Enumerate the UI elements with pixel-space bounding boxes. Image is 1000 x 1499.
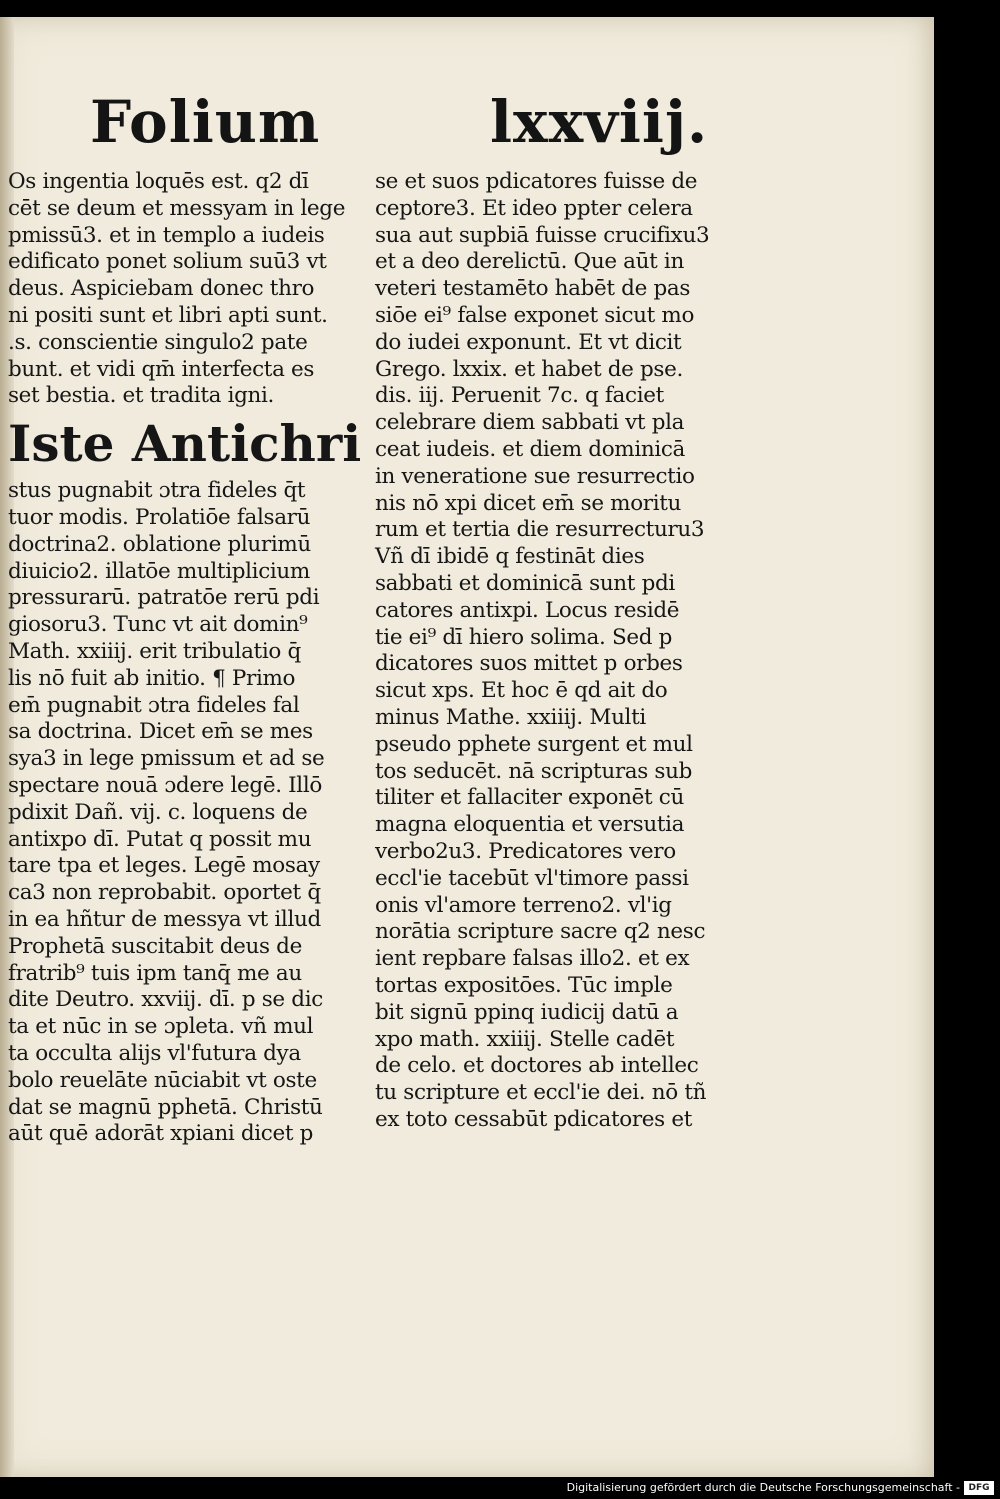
text-line: nis nō xpi dicet em̄ se moritu: [375, 490, 682, 516]
text-line: sya3 in lege pmissum et ad se: [8, 746, 325, 772]
text-line: set bestia. et tradita igni.: [8, 383, 275, 409]
text-line: ca3 non reprobabit. oportet q̄: [8, 880, 321, 906]
text-line: .s. conscientie singulo2 pate: [8, 329, 308, 355]
footer-bar: [0, 1478, 1000, 1499]
text-line: diuicio2. illatōe multiplicium: [8, 558, 310, 584]
text-line: tos seducēt. nā scripturas sub: [375, 758, 692, 784]
text-column-right: [375, 169, 730, 1134]
text-line: doctrina2. oblatione plurimū: [8, 531, 311, 557]
text-line: cēt se deum et messyam in lege: [8, 195, 346, 221]
text-line: ni positi sunt et libri apti sunt.: [8, 302, 328, 328]
text-line: ex toto cessabūt pdicatores et: [375, 1106, 692, 1132]
text-line: sa doctrina. Dicet em̄ se mes: [8, 719, 313, 745]
text-line: ta et nūc in se ɔpleta. vñ mul: [8, 1014, 314, 1040]
text-line: in veneratione sue resurrectio: [375, 463, 695, 489]
text-line: se et suos pdicatores fuisse de: [375, 169, 698, 194]
text-line: fratrib⁹ tuis ipm tanq̄ me au: [8, 960, 302, 986]
text-line: stus pugnabit ɔtra fideles q̄t: [8, 478, 306, 504]
text-line: veteri testamēto habēt de pas: [375, 276, 691, 302]
text-line: Vñ dī ibidē q festināt dies: [375, 544, 645, 570]
text-line: ient repbare falsas illo2. et ex: [375, 946, 690, 972]
text-line: bunt. et vidi qm̄ interfecta es: [8, 356, 315, 382]
text-line: eccl'ie tacebūt vl'timore passi: [375, 865, 689, 891]
text-line: pdixit Dañ. vij. c. loquens de: [8, 799, 308, 825]
text-line: norātia scripture sacre q2 nesc: [375, 919, 706, 945]
text-line: tuor modis. Prolatiōe falsarū: [8, 504, 311, 530]
text-line: dite Deutro. xxviij. dī. p se dic: [8, 987, 323, 1013]
dfg-logo: DFG: [964, 1481, 994, 1495]
text-line: giosoru3. Tunc vt ait domin⁹: [8, 612, 308, 638]
text-line: dat se magnū pphetā. Christū: [8, 1094, 323, 1120]
text-line: dicatores suos mittet p orbes: [375, 651, 683, 677]
text-column-left: [8, 169, 363, 1148]
text-line: Os ingentia loquēs est. q2 dī: [8, 169, 309, 194]
text-line: Prophetā suscitabit deus de: [8, 933, 302, 959]
text-line: pressurarū. patratōe rerū pdi: [8, 585, 320, 611]
text-line: minus Mathe. xxiiij. Multi: [375, 704, 646, 730]
text-line: sicut xps. Et hoc ē qd ait do: [375, 678, 668, 704]
text-line: tiliter et fallaciter exponēt cū: [375, 785, 684, 811]
text-line: rum et tertia die resurrecturu3: [375, 517, 705, 543]
text-line: Math. xxiiij. erit tribulatio q̄: [8, 638, 301, 664]
text-line: sabbati et dominicā sunt pdi: [375, 570, 675, 596]
text-line: Grego. lxxix. et habet de pse.: [375, 356, 683, 382]
text-line: tare tpa et leges. Legē mosay: [8, 853, 320, 879]
text-line: verbo2u3. Predicatores vero: [375, 838, 676, 864]
text-line: tortas expositōes. Tūc imple: [375, 972, 673, 998]
text-line: aūt quē adorāt xpiani dicet p: [8, 1121, 314, 1147]
text-line: magna eloquentia et versutia: [375, 812, 685, 838]
text-line: antixpo dī. Putat q possit mu: [8, 826, 312, 852]
text-line: em̄ pugnabit ɔtra fideles fal: [8, 692, 300, 718]
folio-number: lxxviij.: [490, 88, 709, 156]
text-line: spectare nouā ɔdere legē. Illō: [8, 772, 322, 798]
text-line: in ea hñtur de messya vt illud: [8, 906, 321, 932]
funding-notice: Digitalisierung gefördert durch die Deutsche Forschungsgemeinschaft -: [566, 1481, 960, 1494]
text-line: edificato ponet solium suū3 vt: [8, 249, 327, 275]
book-page: [0, 17, 934, 1477]
text-line: xpo math. xxiiij. Stelle cadēt: [375, 1026, 675, 1052]
text-line: et a deo derelictū. Que aūt in: [375, 249, 684, 275]
text-line: siōe ei⁹ false exponet sicut mo: [375, 302, 695, 328]
text-line: tie ei⁹ dī hiero solima. Sed p: [375, 624, 673, 650]
text-line: pmissū3. et in templo a iudeis: [8, 222, 325, 248]
text-line: catores antixpi. Locus residē: [375, 597, 680, 623]
text-line: do iudei exponunt. Et vt dicit: [375, 329, 682, 355]
text-line: ceptore3. Et ideo ppter celera: [375, 195, 693, 221]
text-line: ceat iudeis. et diem dominicā: [375, 436, 686, 462]
text-line: bolo reuelāte nūciabit vt oste: [8, 1067, 317, 1093]
text-line: dis. iij. Peruenit 7c. q faciet: [375, 383, 664, 409]
text-line: lis nō fuit ab initio. ¶ Primo: [8, 665, 296, 691]
text-line: de celo. et doctores ab intellec: [375, 1053, 699, 1079]
text-line: deus. Aspiciebam donec thro: [8, 276, 315, 302]
text-line: bit signū ppinq iudicij datū a: [375, 999, 679, 1025]
text-line: pseudo pphete surgent et mul: [375, 731, 693, 757]
text-line: ta occulta alijs vl'futura dya: [8, 1040, 301, 1066]
text-line: onis vl'amore terreno2. vl'ig: [375, 892, 672, 918]
text-line: sua aut supbiā fuisse crucifixu3: [375, 222, 710, 248]
section-initial-line: Iste Antichri: [8, 414, 362, 474]
folio-heading-left: Folium: [90, 88, 321, 156]
text-line: tu scripture et eccl'ie dei. nō tñ: [375, 1080, 707, 1106]
text-line: celebrare diem sabbati vt pla: [375, 410, 685, 436]
